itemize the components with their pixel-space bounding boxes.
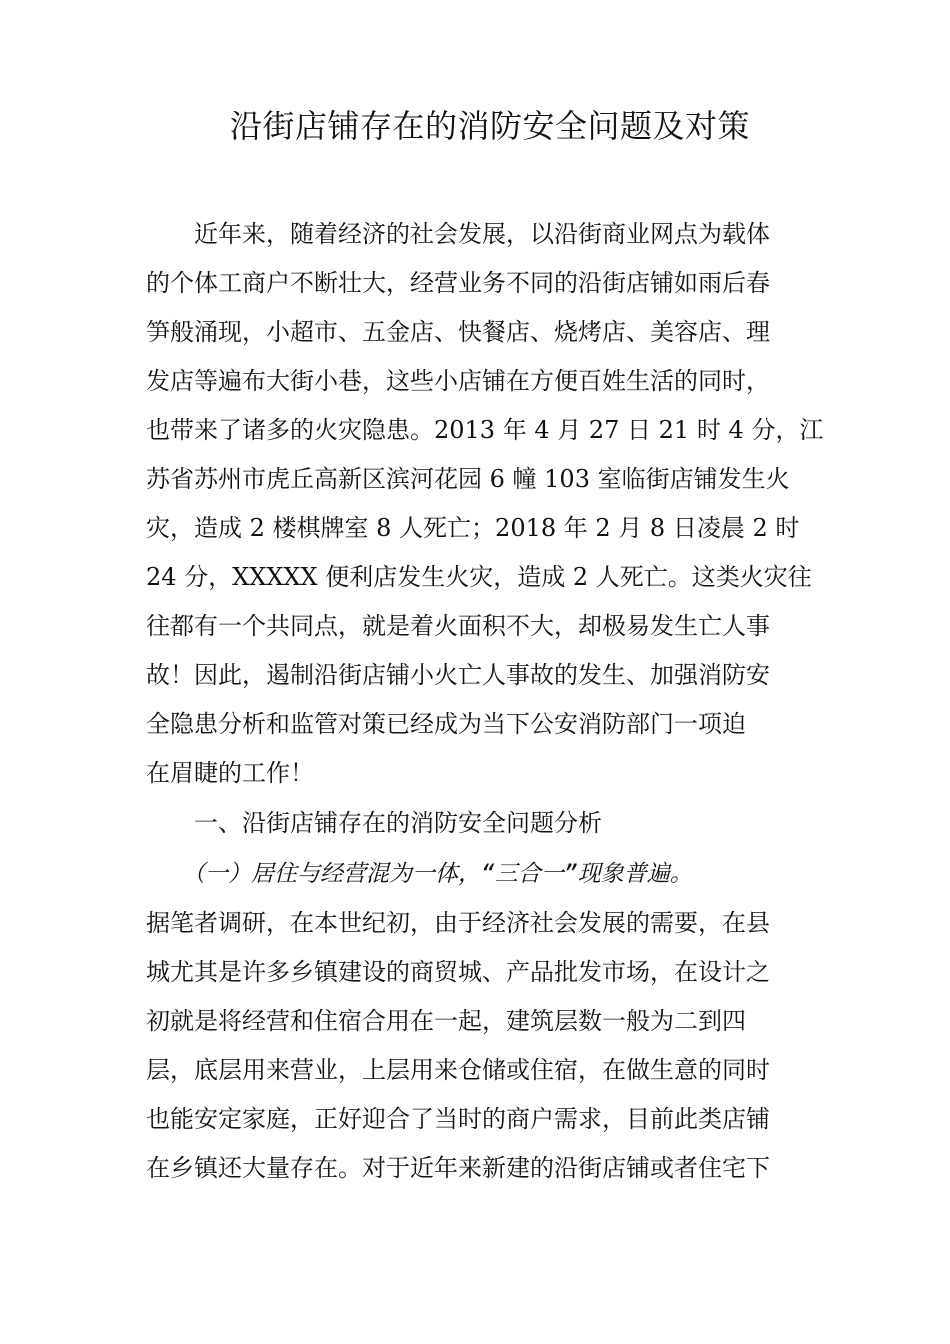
body-line-2: 城尤其是许多乡镇建设的商贸城、产品批发市场，在设计之 [146,958,770,986]
body-line-1: 据笔者调研，在本世纪初，由于经济社会发展的需要，在县 [146,909,770,937]
intro-line-1: 近年来，随着经济的社会发展，以沿街商业网点为载体 [194,220,770,248]
intro-line-4: 发店等遍布大街小巷，这些小店铺在方便百姓生活的同时， [146,367,770,395]
intro-line-5: 也带来了诸多的火灾隐患。2013 年 4 月 27 日 21 时 4 分，江 [146,416,824,444]
document-title: 沿街店铺存在的消防安全问题及对策 [230,107,751,145]
intro-line-7: 灾，造成 2 楼棋牌室 8 人死亡；2018 年 2 月 8 日凌晨 2 时 [146,514,800,542]
body-line-5: 也能安定家庭，正好迎合了当时的商户需求，目前此类店铺 [146,1105,770,1133]
body-line-4: 层，底层用来营业，上层用来仓储或住宿，在做生意的同时 [146,1056,770,1084]
body-line-6: 在乡镇还大量存在。对于近年来新建的沿街店铺或者住宅下 [146,1154,770,1182]
body-line-3: 初就是将经营和住宿合用在一起，建筑层数一般为二到四 [146,1007,746,1035]
intro-line-12: 在眉睫的工作！ [146,759,314,787]
section-heading: 一、沿街店铺存在的消防安全问题分析 [194,809,602,837]
intro-line-9: 往都有一个共同点，就是着火面积不大，却极易发生亡人事 [146,612,770,640]
intro-line-6: 苏省苏州市虎丘高新区滨河花园 6 幢 103 室临街店铺发生火 [146,465,790,493]
intro-line-3: 笋般涌现，小超市、五金店、快餐店、烧烤店、美容店、理 [146,318,770,346]
intro-line-11: 全隐患分析和监管对策已经成为当下公安消防部门一项迫 [146,710,746,738]
intro-line-10: 故！因此，遏制沿街店铺小火亡人事故的发生、加强消防安 [146,661,770,689]
intro-line-2: 的个体工商户不断壮大，经营业务不同的沿街店铺如雨后春 [146,269,770,297]
subsection-heading: （一）居住与经营混为一体，“三合一”现象普遍。 [182,861,693,887]
intro-line-8: 24 分，XXXXX 便利店发生火灾，造成 2 人死亡。这类火灾往 [146,563,812,591]
